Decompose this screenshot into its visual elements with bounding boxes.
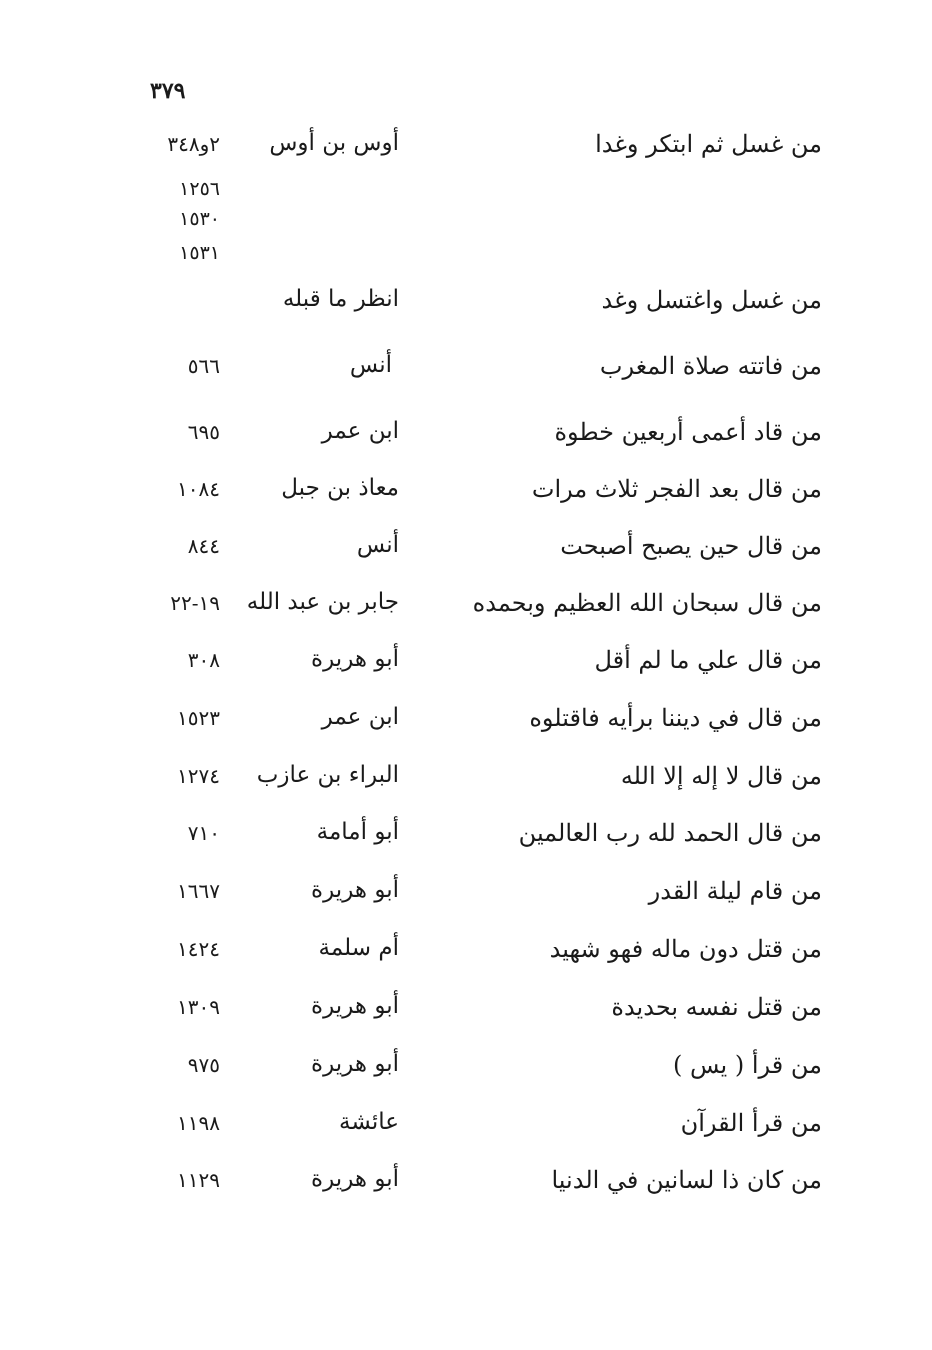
index-entry bbox=[0, 589, 932, 629]
hadith-text: من قال في ديننا برأيه فاقتلوه bbox=[529, 704, 822, 732]
hadith-text: من كان ذا لسانين في الدنيا bbox=[551, 1166, 822, 1194]
hadith-text: من قال حين يصبح أصبحت bbox=[560, 532, 822, 560]
hadith-number: ١٥٢٣ bbox=[177, 706, 220, 730]
hadith-number: ٧١٠ bbox=[187, 821, 220, 845]
hadith-text: من فاتته صلاة المغرب bbox=[599, 352, 822, 380]
narrator-name: أنس bbox=[349, 352, 392, 378]
index-entry bbox=[0, 240, 932, 280]
narrator-name: أوس بن أوس bbox=[269, 130, 399, 156]
hadith-text: من قام ليلة القدر bbox=[648, 877, 822, 905]
index-entry bbox=[0, 762, 932, 802]
index-entry bbox=[0, 418, 932, 458]
index-entry bbox=[0, 352, 932, 392]
hadith-text: من قرأ القرآن bbox=[680, 1109, 822, 1137]
hadith-text: من قال بعد الفجر ثلاث مرات bbox=[531, 475, 822, 503]
narrator-name: أبو هريرة bbox=[311, 1051, 399, 1077]
narrator-name: ابن عمر bbox=[321, 704, 399, 730]
hadith-text: من قال سبحان الله العظيم وبحمده bbox=[472, 589, 822, 617]
hadith-number: ٥٦٦ bbox=[187, 354, 220, 378]
hadith-number: ١٥٣٠ bbox=[179, 208, 220, 230]
index-entry bbox=[0, 646, 932, 686]
hadith-number: ١٣٠٩ bbox=[177, 995, 220, 1019]
hadith-number: ٢و٣٤٨ bbox=[167, 132, 220, 156]
index-entry bbox=[0, 877, 932, 917]
hadith-number: ١٤٢٤ bbox=[177, 937, 220, 961]
index-entry bbox=[0, 935, 932, 975]
hadith-text: من قال علي ما لم أقل bbox=[594, 646, 822, 674]
hadith-text: من قال الحمد لله رب العالمين bbox=[518, 819, 822, 847]
index-entry bbox=[0, 1166, 932, 1206]
narrator-name: معاذ بن جبل bbox=[281, 475, 399, 501]
hadith-text: من قاد أعمى أربعين خطوة bbox=[554, 418, 822, 446]
hadith-text: من قال لا إله إلا الله bbox=[620, 762, 822, 790]
index-entry bbox=[0, 1051, 932, 1091]
index-entry bbox=[0, 286, 932, 326]
narrator-name: عائشة bbox=[339, 1109, 399, 1135]
hadith-number: ١١٩٨ bbox=[177, 1111, 220, 1135]
narrator-name: ابن عمر bbox=[321, 418, 399, 444]
index-entry bbox=[0, 704, 932, 744]
hadith-text: من قرأ ( يس ) bbox=[672, 1051, 822, 1079]
hadith-text: من قتل دون ماله فهو شهيد bbox=[549, 935, 822, 963]
hadith-number: ١٢٥٦ bbox=[179, 178, 220, 200]
hadith-number: ٩٧٥ bbox=[187, 1053, 220, 1077]
page-number: ٣٧٩ bbox=[150, 78, 186, 104]
hadith-number: ١٠٨٤ bbox=[177, 477, 220, 501]
narrator-name: أم سلمة bbox=[318, 935, 399, 961]
hadith-number: ١٥٣١ bbox=[179, 242, 220, 264]
hadith-number: ٨٤٤ bbox=[187, 534, 220, 558]
narrator-name: أنس bbox=[356, 532, 399, 558]
narrator-name: أبو هريرة bbox=[311, 646, 399, 672]
narrator-name: أبو هريرة bbox=[311, 1166, 399, 1192]
index-entry bbox=[0, 475, 932, 515]
hadith-number: ١١٢٩ bbox=[177, 1168, 220, 1192]
hadith-number: ١٩-٢٢ bbox=[170, 591, 220, 615]
narrator-name: أبو هريرة bbox=[311, 993, 399, 1019]
narrator-name: جابر بن عبد الله bbox=[246, 589, 399, 615]
narrator-name: أبو أمامة bbox=[316, 819, 399, 845]
index-entry bbox=[0, 993, 932, 1033]
hadith-number: ٣٠٨ bbox=[187, 648, 220, 672]
index-entry bbox=[0, 130, 932, 170]
index-entry bbox=[0, 819, 932, 859]
index-entry bbox=[0, 532, 932, 572]
index-entry bbox=[0, 1109, 932, 1149]
narrator-name: انظر ما قبله bbox=[282, 286, 399, 312]
hadith-number: ١٢٧٤ bbox=[177, 764, 220, 788]
hadith-text: من غسل ثم ابتكر وغدا bbox=[595, 130, 822, 158]
hadith-text: من غسل واغتسل وغد bbox=[601, 286, 822, 314]
hadith-text: من قتل نفسه بحديدة bbox=[611, 993, 822, 1021]
narrator-name: أبو هريرة bbox=[311, 877, 399, 903]
narrator-name: البراء بن عازب bbox=[256, 762, 399, 788]
hadith-number: ٦٩٥ bbox=[187, 420, 220, 444]
hadith-number: ١٦٦٧ bbox=[177, 879, 220, 903]
